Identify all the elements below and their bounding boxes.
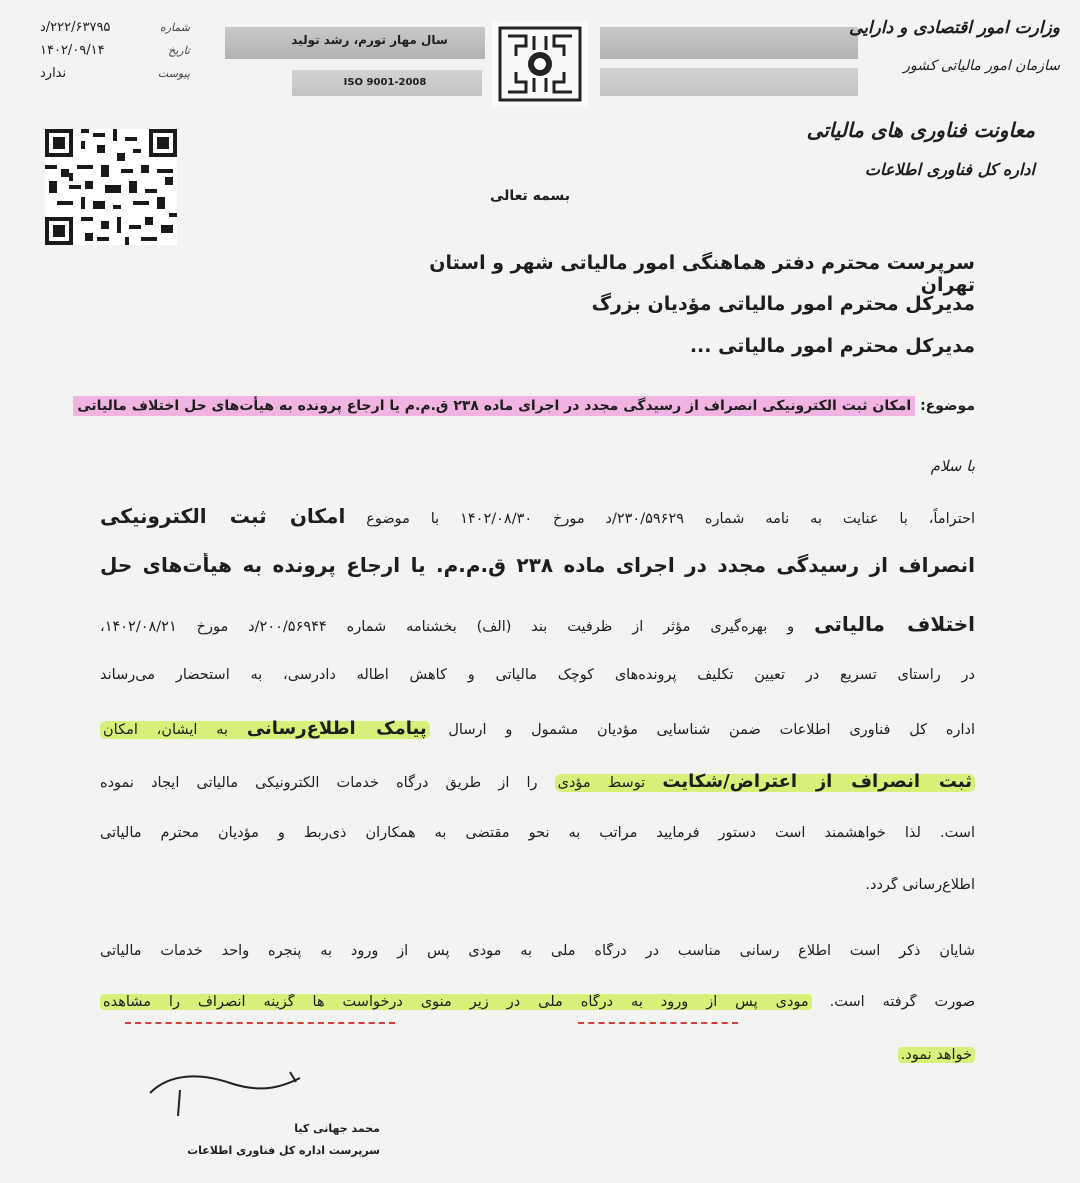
subject-row [77, 398, 975, 414]
red-underline [578, 1022, 738, 1024]
red-underline [125, 1022, 395, 1024]
handwritten-signature [140, 1068, 320, 1118]
body-highlight-text: به ایشان، امکان [103, 722, 229, 738]
body-text: اداره کل فناوری اطلاعات ضمن شناسایی مؤدیان مشمول و ارسال [448, 722, 975, 738]
addressee-line: مدیرکل محترم امور مالیاتی ... [689, 335, 975, 357]
meta-number-row [40, 16, 190, 39]
subject-text: امکان ثبت الکترونیکی انصراف از رسیدگی مجدد در اجرای ماده ۲۳۸ ق.م.م یا ارجاع پرونده به هیأت‌های حل اختلاف مالیاتی [73, 396, 915, 416]
body-text: را از طریق درگاه خدمات الکترونیکی مالیاتی ایجاد نموده [100, 775, 538, 791]
body-line [100, 504, 975, 528]
body-text: و بهره‌گیری مؤثر از ظرفیت بند (الف) بخشنامه شماره ۲۰۰/۵۶۹۴۴/د مورخ ۱۴۰۲/۰۸/۲۱، [100, 619, 795, 635]
signer-name: محمد جهانی کیا [294, 1122, 380, 1135]
year-slogan: سال مهار تورم، رشد تولید [291, 33, 448, 47]
meta-attachment-row [40, 62, 190, 85]
ministry-name: وزارت امور اقتصادی و دارایی [849, 18, 1060, 38]
body-line [100, 771, 975, 792]
body-line: در راستای تسریع در تعیین تکلیف پرونده‌های کوچک مالیاتی و کاهش اطاله دادرسی، به استحضار می‌رساند [100, 667, 975, 683]
body-line: است. لذا خواهشمند است دستور فرمایید مراتب به نحو مقتضی به همکاران ذی‌ربط و مؤدیان محترم مالیاتی [100, 825, 975, 841]
deputy-title: معاونت فناوری های مالیاتی [806, 118, 1035, 142]
qr-code [45, 128, 177, 246]
attachment-value: ندارد [40, 66, 67, 81]
body-text: احتراماً، با عنایت به نامه شماره ۲۳۰/۵۹۶۲۹/د مورخ ۱۴۰۲/۰۸/۳۰ با موضوع [366, 511, 975, 527]
body-bold-text: اختلاف مالیاتی [814, 612, 975, 636]
attachment-label: پیوست [157, 67, 190, 80]
body-line: انصراف از رسیدگی مجدد در اجرای ماده ۲۳۸ ق.م.م. یا ارجاع پرونده به هیأت‌های حل [100, 553, 975, 577]
number-label: شماره [159, 21, 190, 34]
body-line [100, 1047, 975, 1063]
letter-number: ۲۲۲/۶۳۷۹۵/د [40, 20, 111, 35]
iso-label: ISO 9001-2008 [343, 77, 427, 88]
letter-date: ۱۴۰۲/۰۹/۱۴ [40, 43, 105, 58]
body-line: اطلاع‌رسانی گردد. [865, 877, 975, 893]
organization-name: سازمان امور مالیاتی کشور [903, 58, 1060, 74]
meta-date-row [40, 39, 190, 62]
tax-organization-logo [490, 20, 590, 108]
body-line: شایان ذکر است اطلاع رسانی مناسب در درگاه ملی به مودی پس از ورود به پنجره واحد خدمات مالیاتی [100, 943, 975, 959]
greeting: با سلام [930, 457, 975, 475]
body-line [100, 718, 975, 739]
closing-highlight: خواهد نمود. [898, 1047, 975, 1063]
body-text: صورت گرفته است. [829, 994, 975, 1010]
addressee-line: مدیرکل محترم امور مالیاتی مؤدیان بزرگ [591, 293, 975, 315]
body-line [100, 612, 975, 636]
body-highlight-text: توسط مؤدی [557, 775, 646, 791]
portal-highlight: مودی پس از ورود به درگاه ملی در زیر منوی درخواست ها گزینه انصراف را مشاهده [100, 994, 812, 1010]
subject-label: موضوع: [920, 398, 975, 414]
body-bold-text: امکان ثبت الکترونیکی [100, 504, 346, 528]
bismillah: بسمه تعالی [489, 188, 571, 204]
signer-title: سرپرست اداره کل فناوری اطلاعات [187, 1144, 380, 1157]
header-ministry-block [790, 18, 1060, 74]
body-line [100, 994, 975, 1010]
addressee-line: سرپرست محترم دفتر هماهنگی امور مالیاتی شهر و استان تهران [429, 252, 975, 296]
department-block [775, 118, 1035, 179]
letter-meta [40, 16, 190, 85]
signer-block [180, 1118, 380, 1162]
withdrawal-highlight: ثبت انصراف از اعتراض/شکایت [662, 771, 972, 792]
office-title: اداره کل فناوری اطلاعات [864, 160, 1035, 179]
sms-highlight: پیامک اطلاع‌رسانی [246, 718, 427, 739]
date-label: تاریخ [168, 44, 190, 57]
